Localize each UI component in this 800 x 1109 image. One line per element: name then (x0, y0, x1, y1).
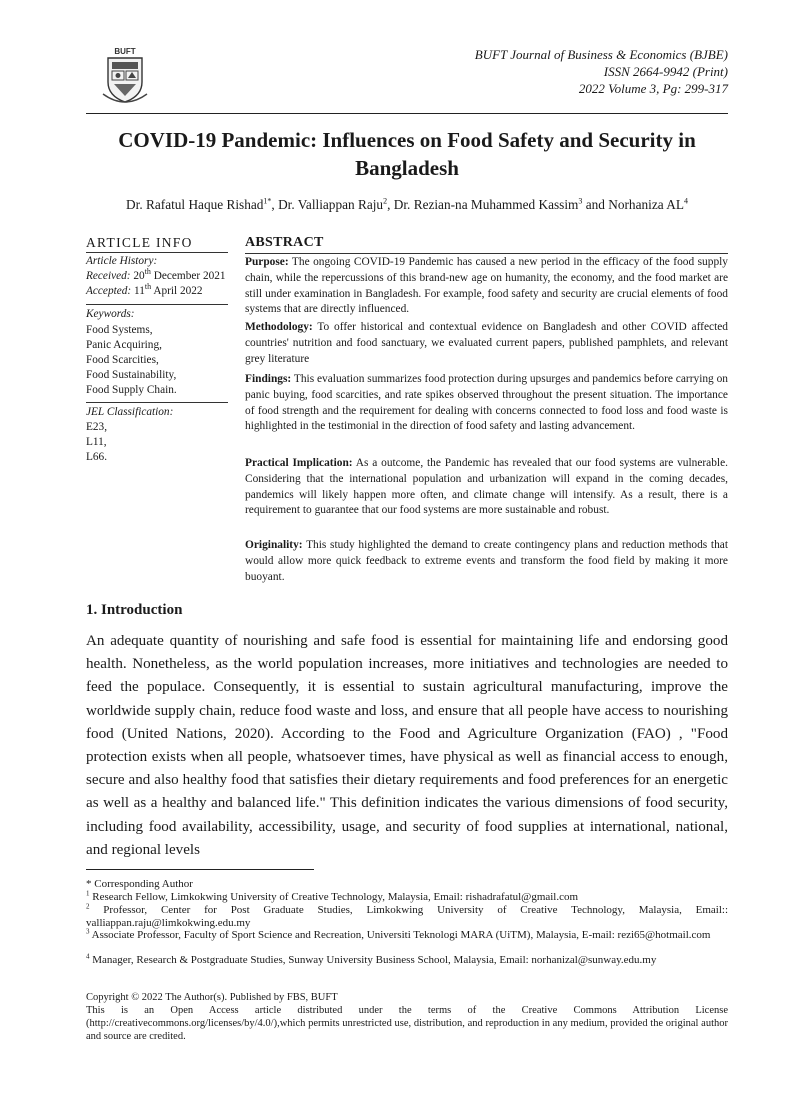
originality-label: Originality: (245, 539, 303, 551)
received-month-year: December 2021 (153, 270, 226, 282)
abstract-heading: ABSTRACT (245, 235, 324, 250)
footnote-text: Associate Professor, Faculty of Sport Science and Recreation, Universiti Teknologi MARA (UiTM), Malaysia, E-mail: rezi65@hotmail.com (91, 929, 711, 941)
footnote-number: 4 (86, 952, 90, 961)
author-separator: , (387, 197, 394, 212)
journal-name: BUFT Journal of Business & Economics (BJBE) (474, 47, 728, 62)
author-affiliation-mark: 1* (263, 196, 272, 206)
received-ordinal: th (144, 267, 151, 277)
author-affiliation-mark: 2 (383, 196, 388, 206)
implication-text: As a outcome, the Pandemic has revealed that our food systems are vulnerable. Considering that the international population and urbanization will expand in the coming decades, pandemics will likely happen more often, and climate change will intensify. As a result, there is a requirement to guarantee that our food systems are more sustainable and robust. (245, 457, 729, 517)
abstract-findings (245, 372, 728, 435)
footnote-3 (86, 929, 728, 942)
methodology-text: To offer historical and contextual evidence on Bangladesh and other COVID affected countries' nutrition and food sanctuary, we evaluated current papers, published pamphlets, and relevant grey literature (245, 321, 728, 365)
author-affiliation-mark: 4 (683, 196, 688, 206)
jel-label: JEL Classification: (86, 406, 174, 418)
jel-code: L11, (86, 436, 107, 448)
keyword-item: Panic Acquiring, (86, 339, 162, 351)
article-info-divider (86, 402, 228, 403)
footnote-2 (86, 904, 728, 929)
received-date (86, 269, 226, 284)
journal-logo (100, 46, 150, 108)
keywords-label: Keywords: (86, 308, 135, 320)
footnote-1 (86, 891, 728, 904)
corresponding-author-note: * Corresponding Author (86, 878, 193, 890)
journal-issn: ISSN 2664-9942 (Print) (603, 64, 728, 79)
implication-label: Practical Implication: (245, 457, 353, 469)
footnote-number: 1 (86, 889, 90, 898)
abstract-originality (245, 538, 728, 585)
author-name: Dr. Rafatul Haque Rishad (126, 197, 264, 212)
author-name: Dr. Rezian-na Muhammed Kassim (393, 197, 579, 212)
history-label: Article History: (86, 255, 158, 267)
author-separator: and (582, 197, 609, 212)
introduction-paragraph: An adequate quantity of nourishing and safe food is essential for maintaining life and endorsing good health. Nonetheless, as the world population increases, more initiatives and technologies are needed to feed the populace. Consequently, it is essential to sustain agricultural manufacturing, improve the worldwide supply chain, reduce food waste and loss, and ensure that all people have access to nourishing food (United Nations, 2020). According to the Food and Agriculture Organization (FAO) , "Food protection exists when all people, whatsoever times, have physical as well as financial access to enough, secure and also healthy food that satisfies their dietary requirements and food preferences for an energetic as well as a healthy and balanced life." This definition indicates the various dimensions of food security, including food availability, accessibility, usage, and security of food supplies at international, national, and regional levels (86, 633, 728, 858)
article-info-divider (86, 252, 228, 253)
accepted-month-year: April 2022 (153, 285, 203, 297)
abstract-methodology (245, 320, 728, 367)
footnote-text: Manager, Research & Postgraduate Studies, Sunway University Business School, Malaysia, Email: norhanizal@sunway.edu.my (92, 954, 657, 966)
paper-title: COVID-19 Pandemic: Influences on Food Safety and Security in Bangladesh (118, 128, 696, 180)
abstract-implication (245, 456, 728, 519)
author-affiliation-mark: 3 (578, 196, 583, 206)
author-name: Dr. Valliappan Raju (278, 197, 384, 212)
footnote-text: Professor, Center for Post Graduate Studies, Limkokwing University of Creative Technology, Malaysia, Email:: valliappan.raju@limkokwing.edu.my (86, 904, 728, 929)
author-list (86, 196, 728, 214)
article-info-divider (86, 304, 228, 305)
copyright-notice: Copyright © 2022 The Author(s). Published by FBS, BUFT (86, 992, 338, 1003)
abstract-purpose (245, 255, 728, 318)
journal-volume: 2022 Volume 3, Pg: 299-317 (578, 81, 728, 96)
accepted-date (86, 284, 203, 299)
keyword-item: Food Systems, (86, 324, 153, 336)
footnote-4 (86, 954, 728, 967)
findings-label: Findings: (245, 373, 292, 385)
header-divider (86, 113, 728, 114)
license-notice: This is an Open Access article distributed under the terms of the Creative Commons Attribution License (http://creativecommons.org/licenses/by/4.0/),which permits unrestricted use, distribution, and reproduction in any medium, provided the original author and source are credited. (86, 1005, 728, 1042)
originality-text: This study highlighted the demand to create contingency plans and reduction methods that would allow more quick feedback to extreme events and transform the food field by making it more buoyant. (245, 539, 728, 583)
received-day: 20 (133, 270, 145, 282)
methodology-label: Methodology: (245, 321, 313, 333)
author-separator: , (271, 197, 279, 212)
logo-text: BUFT (114, 47, 136, 56)
keyword-item: Food Scarcities, (86, 354, 159, 366)
accepted-label: Accepted: (86, 285, 132, 297)
abstract-divider (245, 253, 728, 254)
accepted-day: 11 (133, 285, 145, 297)
purpose-label: Purpose: (245, 256, 289, 268)
received-label: Received: (86, 270, 131, 282)
jel-code: E23, (86, 421, 108, 433)
footnote-text: Research Fellow, Limkokwing University of Creative Technology, Malaysia, Email: rishadrafatul@gmail.com (92, 891, 579, 903)
section-heading: 1. Introduction (86, 602, 183, 618)
footnote-divider (86, 869, 314, 870)
author-name: Norhaniza AL (608, 197, 684, 212)
keyword-item: Food Sustainability, (86, 369, 177, 381)
findings-text: This evaluation summarizes food protection during upsurges and pandemics before carrying on panic buying, food scarcities, and rate spikes observed throughout the present situation. The importance of food strength and the requirement for dealing with concerns connected to food loss and food waste is highlighted in the testimonial in the direction of food safety and lasting advancement. (245, 373, 728, 433)
footnote-number: 2 (86, 902, 90, 911)
footnote-number: 3 (86, 927, 90, 936)
article-info-heading: ARTICLE INFO (86, 235, 193, 250)
purpose-text: The ongoing COVID-19 Pandemic has caused a new period in the efficacy of the food supply chain, while the repercussions of this brand-new age on humanity, the economy, and the food market are still under examination in Bangladesh. For example, food safety and security are crucial elements of food systems that are directly influenced. (245, 256, 728, 316)
accepted-ordinal: th (144, 282, 152, 292)
keyword-item: Food Supply Chain. (86, 384, 177, 396)
jel-code: L66. (86, 451, 108, 463)
